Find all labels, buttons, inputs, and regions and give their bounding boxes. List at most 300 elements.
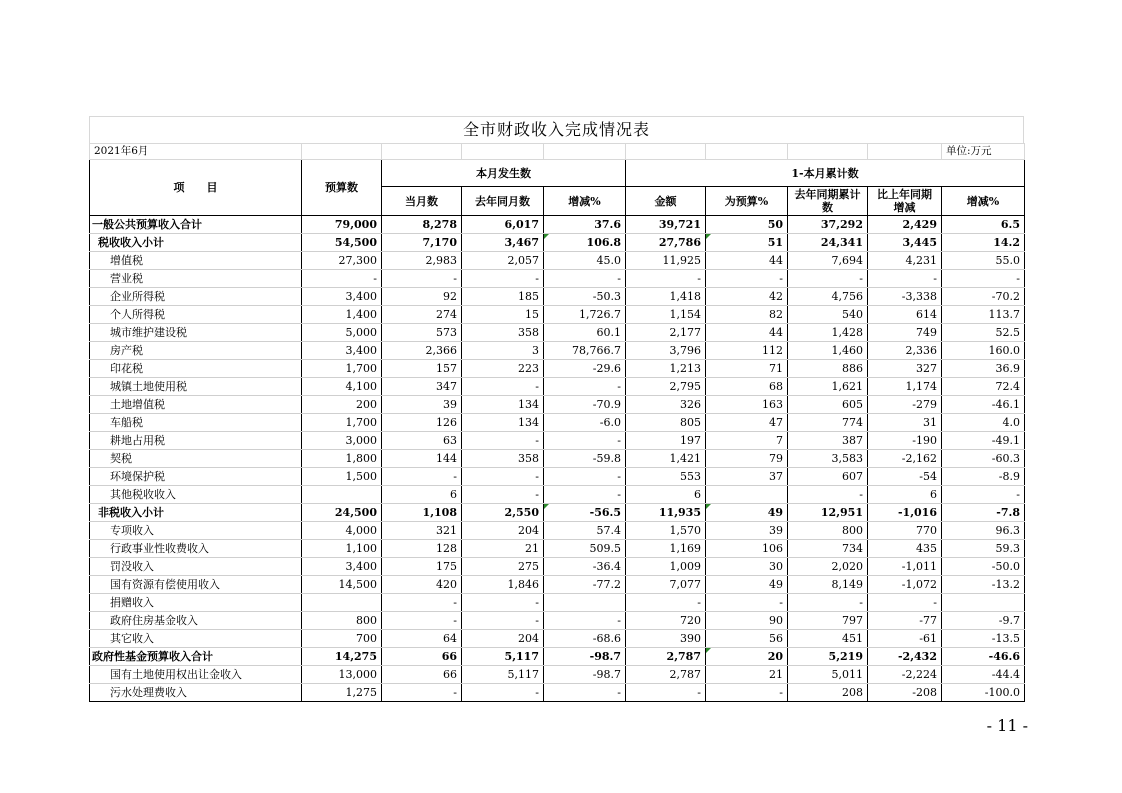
row-value: 134 [462,396,544,414]
row-value: 6,017 [462,216,544,234]
row-value: -60.3 [942,450,1025,468]
row-value: 390 [626,630,706,648]
row-value: - [302,270,382,288]
row-label: 耕地占用税 [90,432,302,450]
row-value: -77 [868,612,942,630]
row-value: 5,117 [462,648,544,666]
row-value: -49.1 [942,432,1025,450]
budget-header: 预算数 [302,160,382,216]
row-value: 204 [462,522,544,540]
row-value: 6 [868,486,942,504]
row-value: -279 [868,396,942,414]
row-label: 国有土地使用权出让金收入 [90,666,302,684]
row-value: -100.0 [942,684,1025,702]
row-value: 60.1 [544,324,626,342]
row-value: 358 [462,450,544,468]
row-value: -3,338 [868,288,942,306]
table-row [90,450,1025,468]
row-value: 2,057 [462,252,544,270]
row-value: 3 [462,342,544,360]
row-value: -56.5 [544,504,626,522]
table-row [90,684,1025,702]
row-value: 327 [868,360,942,378]
row-value: 223 [462,360,544,378]
table-row [90,234,1025,252]
row-value: 78,766.7 [544,342,626,360]
diff-last-year-header: 比上年同期增减 [868,187,942,216]
row-value: 68 [706,378,788,396]
row-value: - [462,378,544,396]
row-label: 个人所得税 [90,306,302,324]
row-value: 1,846 [462,576,544,594]
row-value: -44.4 [942,666,1025,684]
row-value: 24,341 [788,234,868,252]
row-value: 200 [302,396,382,414]
row-value: - [706,270,788,288]
row-value: 2,020 [788,558,868,576]
row-value: 749 [868,324,942,342]
row-value: 13,000 [302,666,382,684]
row-label: 其他税收收入 [90,486,302,504]
table-row [90,342,1025,360]
row-value: - [788,270,868,288]
row-value: 50 [706,216,788,234]
row-value: 44 [706,252,788,270]
row-value: 3,445 [868,234,942,252]
row-label: 捐赠收入 [90,594,302,612]
row-value: -36.4 [544,558,626,576]
row-value: 3,796 [626,342,706,360]
row-label: 企业所得税 [90,288,302,306]
row-value: 3,400 [302,558,382,576]
row-value: 157 [382,360,462,378]
row-label: 营业税 [90,270,302,288]
table-row [90,288,1025,306]
row-label: 城镇土地使用税 [90,378,302,396]
table-row [90,270,1025,288]
cumulative-change-pct-header: 增减% [942,187,1025,216]
row-label: 土地增值税 [90,396,302,414]
row-value: 614 [868,306,942,324]
row-value: 7,170 [382,234,462,252]
table-row [90,414,1025,432]
row-value: 1,700 [302,360,382,378]
row-value: 1,169 [626,540,706,558]
row-value: 6 [382,486,462,504]
row-value: 12,951 [788,504,868,522]
row-value: 90 [706,612,788,630]
row-value: 15 [462,306,544,324]
amount-header: 金额 [626,187,706,216]
row-value: -8.9 [942,468,1025,486]
row-value: 208 [788,684,868,702]
row-value: 1,726.7 [544,306,626,324]
row-value: 134 [462,414,544,432]
row-value: -2,162 [868,450,942,468]
row-value: 14,500 [302,576,382,594]
row-value: 2,366 [382,342,462,360]
row-value: 71 [706,360,788,378]
row-value: 387 [788,432,868,450]
row-value: 4,231 [868,252,942,270]
row-value: 8,149 [788,576,868,594]
row-value: 770 [868,522,942,540]
row-value: 4,000 [302,522,382,540]
row-value: - [382,684,462,702]
row-value: - [942,486,1025,504]
table-row [90,360,1025,378]
row-label: 专项收入 [90,522,302,540]
row-value: 92 [382,288,462,306]
revenue-table [89,143,1025,702]
row-value: 358 [462,324,544,342]
report-date: 2021年6月 [90,144,302,160]
row-label: 政府性基金预算收入合计 [90,648,302,666]
table-row [90,522,1025,540]
row-value: - [544,612,626,630]
row-value: 326 [626,396,706,414]
row-value: - [544,378,626,396]
row-value [544,594,626,612]
row-label: 环境保护税 [90,468,302,486]
row-label: 污水处理费收入 [90,684,302,702]
row-value: - [544,486,626,504]
row-value: 37 [706,468,788,486]
row-value: 4.0 [942,414,1025,432]
row-value: 420 [382,576,462,594]
row-value: 8,278 [382,216,462,234]
row-value: - [462,468,544,486]
table-row [90,504,1025,522]
row-value: 321 [382,522,462,540]
row-value: 27,300 [302,252,382,270]
table-row [90,648,1025,666]
row-value: 5,219 [788,648,868,666]
row-value: 274 [382,306,462,324]
row-value: 1,009 [626,558,706,576]
row-value: 144 [382,450,462,468]
table-row [90,630,1025,648]
row-value: - [462,486,544,504]
row-value: 52.5 [942,324,1025,342]
row-value: 160.0 [942,342,1025,360]
row-value: 79 [706,450,788,468]
row-value: 2,550 [462,504,544,522]
row-value: 797 [788,612,868,630]
row-value: 4,100 [302,378,382,396]
row-value: - [868,594,942,612]
row-value: -50.0 [942,558,1025,576]
row-value: 2,795 [626,378,706,396]
row-value: -13.5 [942,630,1025,648]
row-value: 39,721 [626,216,706,234]
row-value: 886 [788,360,868,378]
row-value: 7 [706,432,788,450]
row-value: -98.7 [544,648,626,666]
row-value: - [462,684,544,702]
table-row [90,324,1025,342]
table-row [90,612,1025,630]
row-value: 21 [462,540,544,558]
row-value: 2,787 [626,666,706,684]
row-label: 增值税 [90,252,302,270]
row-value: - [544,432,626,450]
row-value: - [462,432,544,450]
row-value: 82 [706,306,788,324]
row-label: 契税 [90,450,302,468]
row-value: 1,621 [788,378,868,396]
row-value: -6.0 [544,414,626,432]
row-value [302,594,382,612]
row-value: 204 [462,630,544,648]
row-value: 14,275 [302,648,382,666]
row-value: -61 [868,630,942,648]
row-value: 1,570 [626,522,706,540]
row-value: 14.2 [942,234,1025,252]
row-value: 5,011 [788,666,868,684]
row-value: 185 [462,288,544,306]
row-value: -70.9 [544,396,626,414]
row-value: 96.3 [942,522,1025,540]
row-value: 734 [788,540,868,558]
row-value: 3,467 [462,234,544,252]
row-value [302,486,382,504]
table-row [90,594,1025,612]
row-value: 553 [626,468,706,486]
row-value: 72.4 [942,378,1025,396]
row-value: -208 [868,684,942,702]
row-value: 27,786 [626,234,706,252]
row-value: - [626,684,706,702]
row-value: 2,177 [626,324,706,342]
table-row [90,306,1025,324]
table-row [90,432,1025,450]
row-value: 59.3 [942,540,1025,558]
row-value: 1,421 [626,450,706,468]
row-value: 800 [788,522,868,540]
row-value: 2,983 [382,252,462,270]
row-value: 45.0 [544,252,626,270]
row-value: 1,460 [788,342,868,360]
unit-label: 单位:万元 [942,144,1025,160]
row-label: 国有资源有偿使用收入 [90,576,302,594]
row-value: 11,925 [626,252,706,270]
row-value: 106.8 [544,234,626,252]
row-value: - [462,270,544,288]
table-row [90,576,1025,594]
row-value: - [382,594,462,612]
row-value: 1,428 [788,324,868,342]
row-value: -2,224 [868,666,942,684]
row-value: 1,213 [626,360,706,378]
row-value: 31 [868,414,942,432]
row-label: 房产税 [90,342,302,360]
row-value: 435 [868,540,942,558]
row-value: 36.9 [942,360,1025,378]
row-label: 行政事业性收费收入 [90,540,302,558]
row-value: -98.7 [544,666,626,684]
report-title: 全市财政收入完成情况表 [89,116,1024,143]
row-value: 509.5 [544,540,626,558]
row-value: 1,154 [626,306,706,324]
row-value: -46.6 [942,648,1025,666]
row-value: 1,174 [868,378,942,396]
row-value: - [788,486,868,504]
row-value: 573 [382,324,462,342]
row-value: 175 [382,558,462,576]
row-value: -190 [868,432,942,450]
last-year-month-header: 去年同月数 [462,187,544,216]
page-number: - 11 - [986,716,1028,735]
row-value: 106 [706,540,788,558]
row-value: - [626,270,706,288]
current-month-group-header: 本月发生数 [382,160,626,187]
budget-pct-header: 为预算% [706,187,788,216]
row-label: 一般公共预算收入合计 [90,216,302,234]
row-value: -77.2 [544,576,626,594]
row-value: 2,336 [868,342,942,360]
row-value: 774 [788,414,868,432]
row-value: - [706,684,788,702]
row-value: -46.1 [942,396,1025,414]
cumulative-group-header: 1-本月累计数 [626,160,1025,187]
row-label: 非税收入小计 [90,504,302,522]
row-value: 2,787 [626,648,706,666]
row-value: 6 [626,486,706,504]
row-value: - [706,594,788,612]
row-label: 车船税 [90,414,302,432]
row-value: 275 [462,558,544,576]
last-year-cumulative-header: 去年同期累计数 [788,187,868,216]
row-value: 56 [706,630,788,648]
row-value: -13.2 [942,576,1025,594]
row-value: 4,756 [788,288,868,306]
row-value: 347 [382,378,462,396]
row-value: -59.8 [544,450,626,468]
row-value: 197 [626,432,706,450]
row-value: -2,432 [868,648,942,666]
row-value: 451 [788,630,868,648]
finance-report-sheet [89,116,1024,702]
row-value: 1,800 [302,450,382,468]
row-value: - [544,684,626,702]
row-value: 540 [788,306,868,324]
row-value: -7.8 [942,504,1025,522]
row-value: - [788,594,868,612]
row-value: -1,072 [868,576,942,594]
row-value: 49 [706,576,788,594]
row-value: 3,400 [302,342,382,360]
row-value: - [462,594,544,612]
table-row [90,378,1025,396]
row-value: 1,108 [382,504,462,522]
table-row [90,216,1025,234]
row-label: 城市维护建设税 [90,324,302,342]
row-value: - [544,468,626,486]
row-label: 罚没收入 [90,558,302,576]
row-value: 607 [788,468,868,486]
row-value: -50.3 [544,288,626,306]
row-value: 113.7 [942,306,1025,324]
table-row [90,396,1025,414]
current-month-header: 当月数 [382,187,462,216]
row-value: 7,694 [788,252,868,270]
row-value: 1,500 [302,468,382,486]
row-value: 1,400 [302,306,382,324]
row-value: 47 [706,414,788,432]
row-value: 39 [706,522,788,540]
row-value: 700 [302,630,382,648]
row-label: 其它收入 [90,630,302,648]
row-value: 1,700 [302,414,382,432]
row-value: 37,292 [788,216,868,234]
row-value: 805 [626,414,706,432]
row-value: 66 [382,666,462,684]
row-value: 11,935 [626,504,706,522]
row-value: - [626,594,706,612]
row-value: 51 [706,234,788,252]
row-value: -68.6 [544,630,626,648]
row-value: 5,000 [302,324,382,342]
row-value: 163 [706,396,788,414]
row-value: -70.2 [942,288,1025,306]
row-value: 30 [706,558,788,576]
table-row [90,540,1025,558]
row-value: 24,500 [302,504,382,522]
row-value: - [382,612,462,630]
row-value: 37.6 [544,216,626,234]
row-value: 66 [382,648,462,666]
row-value: 54,500 [302,234,382,252]
row-value: 1,275 [302,684,382,702]
row-value: 128 [382,540,462,558]
row-value: -54 [868,468,942,486]
row-value: 112 [706,342,788,360]
row-value: 1,418 [626,288,706,306]
row-label: 政府住房基金收入 [90,612,302,630]
table-row [90,558,1025,576]
row-value: - [382,468,462,486]
row-value: - [942,270,1025,288]
row-value: 42 [706,288,788,306]
row-value [942,594,1025,612]
row-value: 7,077 [626,576,706,594]
change-pct-header: 增减% [544,187,626,216]
row-value: 3,000 [302,432,382,450]
table-row [90,486,1025,504]
row-label: 税收收入小计 [90,234,302,252]
row-value: 21 [706,666,788,684]
row-value: 44 [706,324,788,342]
row-value: 55.0 [942,252,1025,270]
row-value: 79,000 [302,216,382,234]
row-label: 印花税 [90,360,302,378]
row-value: 800 [302,612,382,630]
row-value: - [462,612,544,630]
row-value: 720 [626,612,706,630]
row-value: -9.7 [942,612,1025,630]
row-value: 3,583 [788,450,868,468]
row-value: 39 [382,396,462,414]
row-value: 20 [706,648,788,666]
row-value: 57.4 [544,522,626,540]
item-header: 项 目 [90,160,302,216]
row-value: 1,100 [302,540,382,558]
table-row [90,468,1025,486]
table-row [90,666,1025,684]
row-value: - [868,270,942,288]
row-value: 126 [382,414,462,432]
